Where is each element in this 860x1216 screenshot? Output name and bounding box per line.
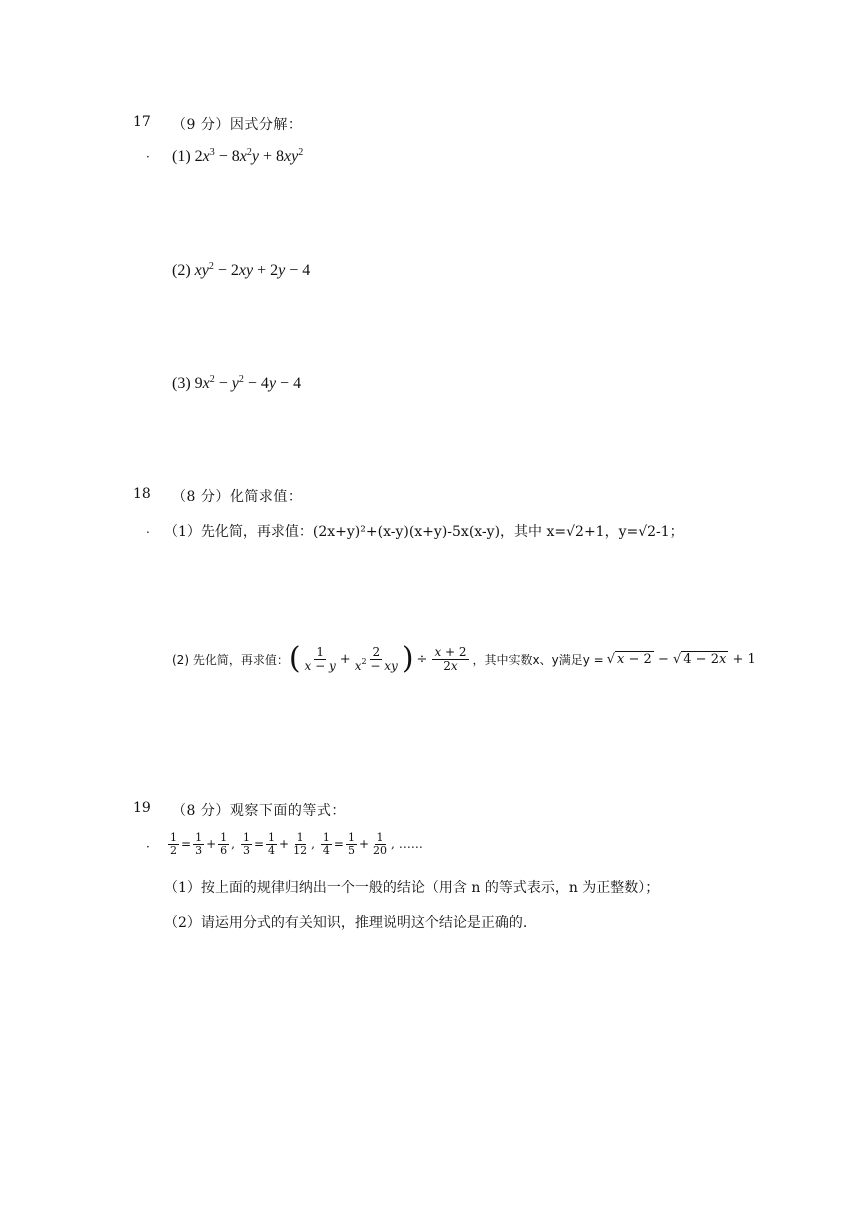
question-18-bullet: . [146,522,150,536]
q18-part-2-expression: (2) 先化简，再求值： ( $\frac{1}{x - y}$ + $\frac{2}{x^2 - xy}$ ) ÷ $\frac{x + 2}{2x}$ ，其中实数x、y满足y = √ x − 2 − √ 4 − 2x + 1 [172,641,756,676]
fraction-1-over-x-minus-y: $\frac{1}{x - y}$ [304,644,336,673]
sequence-ellipsis: …… [398,837,423,852]
condition-expression: √ x − 2 − √ 4 − 2x + 1 [606,651,756,667]
question-18-title: （8 分）化简求值： [172,489,303,505]
q17-part-1-label: (1) [172,148,191,165]
question-19-title: （8 分）观察下面的等式： [172,803,346,819]
fraction-2-over-x2-minus-xy: $\frac{2}{x^2 - xy}$ [354,644,398,673]
fraction-x-plus-2-over-2x: $\frac{x + 2}{2x}$ [434,644,467,673]
q18-part-1-text: （1）先化简，再求值：(2x+y)²+(x-y)(x+y)-5x(x-y)，其中 x=√2+1，y=√2-1； [164,524,684,540]
q17-part-3-expression: (3) $9x^2 - y^2 - 4y - 4$ [172,374,302,392]
question-19-bullet: · [146,840,150,854]
q18-part-2-condition: ，其中实数x、y满足y = [472,652,604,667]
question-17-title: （9 分）因式分解： [172,117,303,133]
question-17-number: 17 [133,114,151,130]
right-paren: ) [401,641,414,676]
question-17-bullet: · [146,150,150,164]
left-paren: ( [288,641,301,676]
q19-part-1-text: （1）按上面的规律归纳出一个一般的结论（用含 n 的等式表示，n 为正整数）； [164,880,660,896]
q17-part-2-expression: (2) $xy^2 - 2xy + 2y - 4$ [172,261,311,279]
question-19-number: 19 [133,800,151,816]
q17-part-1-expression: (1) $2x^3 - 8x^2y + 8xy^2$ [172,147,304,165]
q19-part-2-text: （2）请运用分式的有关知识，推理说明这个结论是正确的. [164,915,528,931]
question-18-number: 18 [133,486,151,502]
q17-part-2-label: (2) [172,262,191,279]
q17-part-3-label: (3) [172,375,191,392]
q19-equation-sequence: $\frac{1}{2}$ = $\frac{1}{3}$ + $\frac{1}{6}$ , $\frac{1}{3}$ = $\frac{1}{4}$ + $\frac{1}{12}$ , $\frac{1}{4}$ = $\frac{1}{5}$ + $\frac{1}{20}$ , …… [170,831,423,857]
q18-part-2-label: (2) 先化简，再求值： [172,652,289,667]
